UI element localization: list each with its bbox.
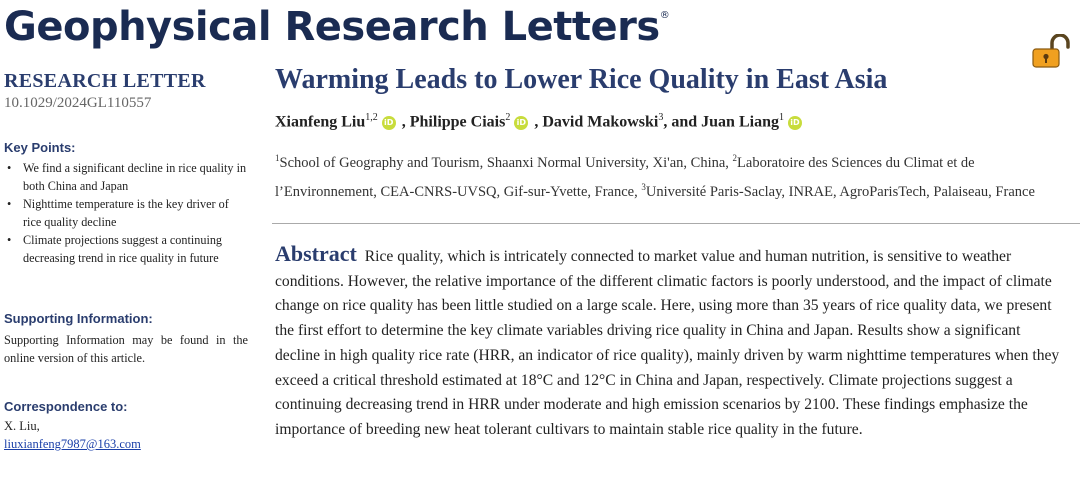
affiliation-text: Laboratoire des Sciences du Climat et de l’Environnement, CEA-CNRS-UVSQ, Gif-sur-Yvette, France, — [275, 154, 975, 200]
doi[interactable]: 10.1029/2024GL110557 — [4, 95, 152, 111]
affiliation-number: 3 — [641, 181, 646, 192]
author-separator: , and — [663, 113, 702, 131]
abstract-text: Rice quality, which is intricately connected to market value and human nutrition, is sensitive to weather conditions. However, the relative importance of the different climatic factors is poorly understood, and the impact of climate change on rice quality has been little studied on a large scale. Here, using more than 35 years of rice quality data, we present the first effort to determine the key climate variables driving rice quality in China and Japan. Results show a significant decline in high quality rice rate (HRR, an indicator of rice quality), mainly driven by warm nighttime temperatures when they exceed a critical threshold estimated at 18°C and 12°C in China and Japan, respectively. Climate projections suggest a continuing decreasing trend in HRR under moderate and high emission scenarios by 2100. These findings emphasize the importance of breeding new heat tolerant cultivars to maintain stable rice quality in the future. — [275, 248, 1060, 438]
correspondence-title: Correspondence to: — [4, 399, 128, 414]
orcid-icon[interactable]: iD — [382, 116, 396, 130]
author-affiliation-ref: 1,2 — [365, 112, 378, 123]
key-point-item: • We find a significant decline in rice quality in both China and Japan — [4, 159, 248, 195]
affiliation-text: Université Paris-Saclay, INRAE, AgroParisTech, Palaiseau, France — [645, 183, 1035, 200]
author-separator: , — [401, 113, 410, 131]
abstract-heading: Abstract — [275, 241, 357, 266]
key-points-title: Key Points: — [4, 140, 76, 155]
author-affiliation-ref: 3 — [658, 112, 664, 123]
journal-name — [4, 4, 669, 50]
affiliations — [275, 146, 1065, 204]
abstract — [275, 242, 1067, 443]
correspondence-name: X. Liu, — [4, 419, 40, 433]
section-divider — [272, 223, 1080, 224]
journal-name-text: Geophysical Research Letters — [4, 4, 660, 50]
author-affiliation-ref: 2 — [505, 112, 511, 123]
author-name[interactable]: Xianfeng Liu — [275, 113, 366, 131]
correspondence-block — [4, 417, 248, 453]
correspondence-email-link[interactable]: liuxianfeng7987@163.com — [4, 437, 141, 451]
key-points-list — [4, 159, 248, 267]
open-lock-icon[interactable] — [1030, 34, 1076, 68]
author-name[interactable]: Philippe Ciais — [409, 113, 506, 131]
supporting-info-title: Supporting Information: — [4, 311, 153, 326]
supporting-info-text: Supporting Information may be found in the online version of this article. — [4, 333, 248, 365]
key-point-item: • Climate projections suggest a continuing decreasing trend in rice quality in future — [4, 231, 248, 267]
article-type: RESEARCH LETTER — [4, 70, 206, 92]
author-separator: , — [534, 113, 543, 131]
affiliation-text: School of Geography and Tourism, Shaanxi Normal University, Xi'an, China, — [279, 154, 733, 171]
author-name[interactable]: Juan Liang — [701, 113, 779, 131]
orcid-icon[interactable]: iD — [788, 116, 802, 130]
orcid-icon[interactable]: iD — [514, 116, 528, 130]
author-affiliation-ref: 1 — [778, 112, 784, 123]
author-list — [275, 112, 808, 131]
author-name[interactable]: David Makowski — [542, 113, 659, 131]
registered-mark: ® — [659, 10, 670, 21]
key-point-item: • Nighttime temperature is the key driver of rice quality decline — [4, 195, 248, 231]
affiliation-number: 1 — [275, 153, 280, 163]
article-sidebar — [4, 70, 248, 453]
affiliation-number: 2 — [732, 153, 738, 163]
article-title: Warming Leads to Lower Rice Quality in East Asia — [275, 64, 888, 95]
